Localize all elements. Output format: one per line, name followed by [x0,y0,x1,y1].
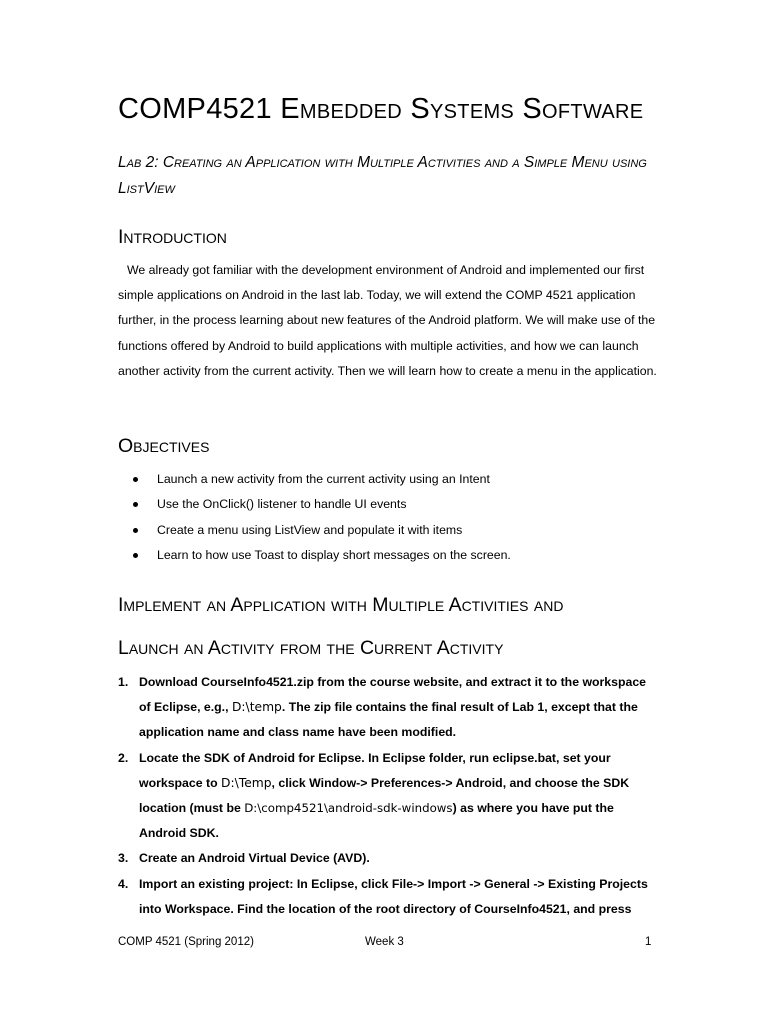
footer-week: Week 3 [365,936,404,948]
objectives-list [118,467,658,568]
bullet-icon [133,502,138,507]
lab-subtitle: Lab 2: Creating an Application with Multiple Activities and a Simple Menu using ListView [118,154,647,197]
footer-course: COMP 4521 (Spring 2012) [118,936,254,948]
bullet-icon [133,528,138,533]
step-item: 2. Locate the SDK of Android for Eclipse. In Eclipse folder, run eclipse.bat, set your workspace to D:\Temp, click Window-> Preferences-> Android, and choose the SDK location (must be D:\comp4521\android-sdk-windows) as where you have put the Android SDK. [118,750,630,841]
objective-item: Create a menu using ListView and populate it with items [118,518,658,543]
steps-list [118,670,658,922]
implement-heading-line1: Implement an Application with Multiple Activities and [118,594,564,616]
bullet-icon [133,553,138,558]
objective-item: Use the OnClick() listener to handle UI events [118,492,658,517]
footer-page-number: 1 [645,936,652,948]
bullet-icon [133,477,138,482]
step-item: 3. Create an Android Virtual Device (AVD). [118,851,370,866]
document-title: COMP4521 Embedded Systems Software [118,93,644,125]
introduction-heading: Introduction [118,226,227,248]
step-item: 4. Import an existing project: In Eclipse, click File-> Import -> General -> Existing Projects into Workspace. Find the location of the root directory of CourseInfo4521, and press [118,876,648,916]
objective-item: Launch a new activity from the current activity using an Intent [118,467,658,492]
implement-heading-line2: Launch an Activity from the Current Activity [118,637,504,659]
objective-item: Learn to how use Toast to display short messages on the screen. [118,543,658,568]
step-item: 1. Download CourseInfo4521.zip from the course website, and extract it to the workspace of Eclipse, e.g., D:\temp. The zip file contains the final result of Lab 1, except that the application name and class name have been modified. [118,675,647,740]
introduction-paragraph: We already got familiar with the development environment of Android and implemented our first simple applications on Android in the last lab. Today, we will extend the COMP 4521 application further, in the process learning about new features of the Android platform. We will make use of the functions offered by Android to build applications with multiple activities, and how we can launch another activity from the current activity. Then we will learn how to create a menu in the application. [118,263,657,378]
objectives-heading: Objectives [118,435,210,457]
